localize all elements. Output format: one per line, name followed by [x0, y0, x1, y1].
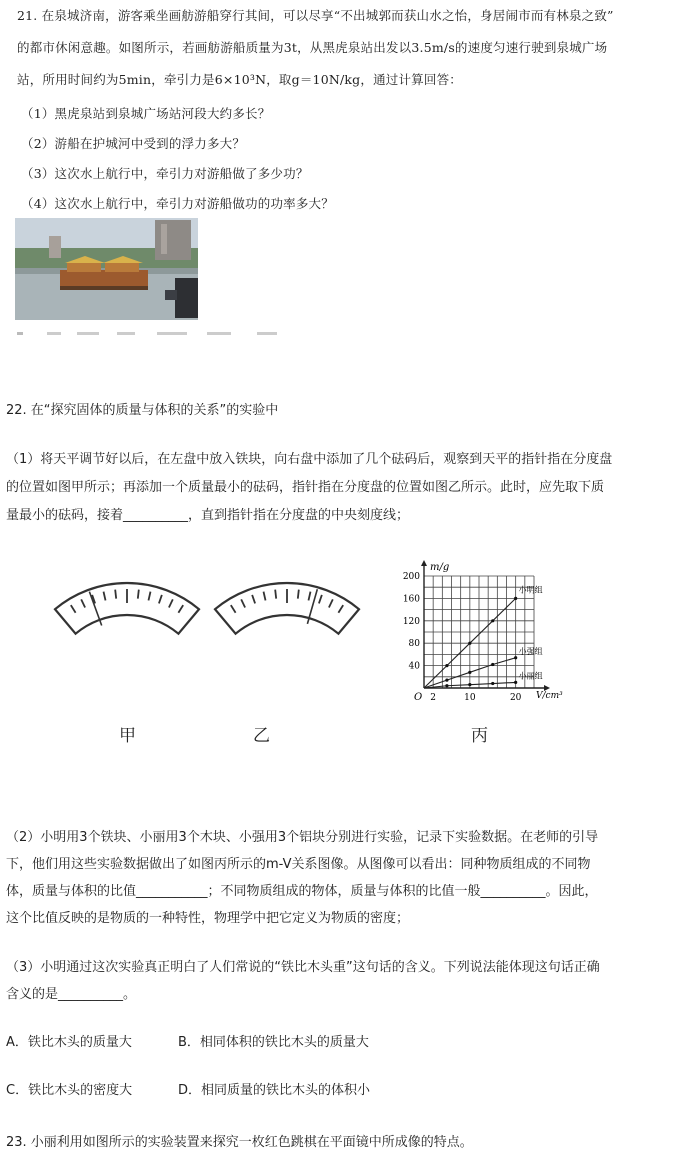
series-label: 小丽组 — [518, 671, 543, 681]
origin-label: O — [414, 692, 423, 703]
q22-p2-line3: 体，质量与体积的比值___________；不同物质组成的物体，质量与体积的比值一般__________。因此， — [6, 884, 598, 899]
q22-title: 22. 在“探究固体的质量与体积的关系”的实验中 — [6, 403, 279, 418]
q21-text-line3: 站，所用时间约为5min，牵引力是6×10³N，取g＝10N/kg，通过计算回答： — [17, 72, 462, 87]
data-point — [445, 664, 448, 667]
dial-tick — [308, 592, 310, 601]
dial-tick — [148, 592, 150, 601]
q22-p3-line2: 含义的是__________。 — [6, 987, 137, 1002]
y-tick-label: 200 — [402, 572, 420, 582]
q21-text-line1: 21. 在泉城济南，游客乘坐画舫游船穿行其间，可以尽享“不出城郭而获山水之怡，身居闹市而有林泉之致” — [17, 8, 614, 23]
option-d: D．相同质量的铁比木头的体积小 — [178, 1083, 371, 1098]
dial-tick — [178, 605, 183, 613]
dial-tick — [231, 605, 236, 613]
dial-tick — [104, 592, 106, 601]
y-axis-label: m/g — [430, 562, 450, 573]
dial-tick — [275, 590, 276, 599]
balance-dial-jia — [50, 580, 205, 654]
q21-sub2: （2）游船在护城河中受到的浮力多大？ — [21, 136, 246, 151]
data-point — [445, 679, 448, 682]
dial-tick — [298, 590, 299, 599]
x-axis-label: V/cm³ — [536, 691, 563, 701]
dial-tick — [252, 595, 255, 603]
y-tick-label: 40 — [408, 661, 420, 672]
dial-tick — [169, 599, 173, 607]
q22-p1-line3: 量最小的砝码，接着__________，直到指针指在分度盘的中央刻度线； — [6, 508, 410, 523]
y-axis-arrow — [421, 560, 427, 566]
data-point — [491, 682, 494, 685]
dial-tick — [159, 595, 162, 603]
q22-p3-line1: （3）小明通过这次实验真正明白了人们常说的“铁比木头重”这句话的含义。下列说法能体现这句话正确 — [6, 960, 600, 975]
y-tick-label: 80 — [408, 639, 420, 650]
y-tick-label: 120 — [402, 616, 420, 627]
q22-p1-line2: 的位置如图甲所示；再添加一个质量最小的砝码，指针指在分度盘的位置如图乙所示。此时，应先取下质 — [6, 480, 605, 495]
data-point — [468, 671, 471, 674]
dial-tick — [81, 599, 85, 607]
q22-p2-line2: 下，他们用这些实验数据做出了如图丙所示的m-V关系图像。从图像可以看出：同种物质组成的不同物 — [6, 857, 591, 872]
figure-label-yi: 乙 — [253, 726, 270, 746]
dial-tick — [264, 592, 266, 601]
q21-text-line2: 的都市休闲意趣。如图所示，若画舫游船质量为3t，从黑虎泉站出发以3.5m/s的速度匀速行驶到泉城广场 — [17, 40, 608, 55]
x-tick-label: 10 — [464, 693, 476, 703]
q22-p2-line1: （2）小明用3个铁块、小丽用3个木块、小强用3个铝块分别进行实验，记录下实验数据。在老师的引导 — [6, 830, 599, 845]
dial-tick — [329, 599, 333, 607]
mass-volume-chart — [390, 558, 590, 712]
balance-dial-yi — [210, 580, 365, 654]
data-point — [514, 681, 517, 684]
x-tick-label: 2 — [430, 693, 437, 703]
dial-tick — [115, 590, 116, 599]
option-c: C．铁比木头的密度大 — [6, 1083, 133, 1098]
data-point — [514, 656, 517, 659]
option-b: B．相同体积的铁比木头的质量大 — [178, 1035, 369, 1050]
dial-tick — [241, 599, 245, 607]
data-point — [468, 683, 471, 686]
dial-tick — [138, 590, 139, 599]
figure-label-bing: 丙 — [471, 726, 488, 746]
data-point — [468, 642, 471, 645]
dial-tick — [71, 605, 76, 613]
boat-photo — [15, 218, 198, 320]
figure-label-jia: 甲 — [119, 726, 136, 746]
dial-tick — [338, 605, 343, 613]
q21-sub4: （4）这次水上航行中，牵引力对游船做功的功率多大？ — [21, 196, 334, 211]
q22-p1-line1: （1）将天平调节好以后，在左盘中放入铁块，向右盘中添加了几个砝码后，观察到天平的指针指在分度盘 — [6, 452, 613, 467]
data-point — [491, 663, 494, 666]
series-label: 小明组 — [518, 585, 543, 595]
q21-sub3: （3）这次水上航行中，牵引力对游船做了多少功？ — [21, 166, 309, 181]
dial-tick — [319, 595, 322, 603]
q21-sub1: （1）黑虎泉站到泉城广场站河段大约多长？ — [21, 106, 271, 121]
q23-title: 23. 小丽利用如图所示的实验装置来探究一枚红色跳棋在平面镜中所成像的特点。 — [6, 1135, 473, 1150]
series-label: 小强组 — [518, 646, 543, 656]
cut-off-text-row — [17, 322, 307, 330]
data-point — [514, 597, 517, 600]
y-tick-label: 160 — [402, 594, 420, 605]
data-point — [491, 619, 494, 622]
option-a: A．铁比木头的质量大 — [6, 1035, 132, 1050]
x-tick-label: 20 — [509, 693, 522, 703]
q22-p2-line4: 这个比值反映的是物质的一种特性，物理学中把它定义为物质的密度； — [6, 911, 410, 926]
data-point — [445, 684, 448, 687]
